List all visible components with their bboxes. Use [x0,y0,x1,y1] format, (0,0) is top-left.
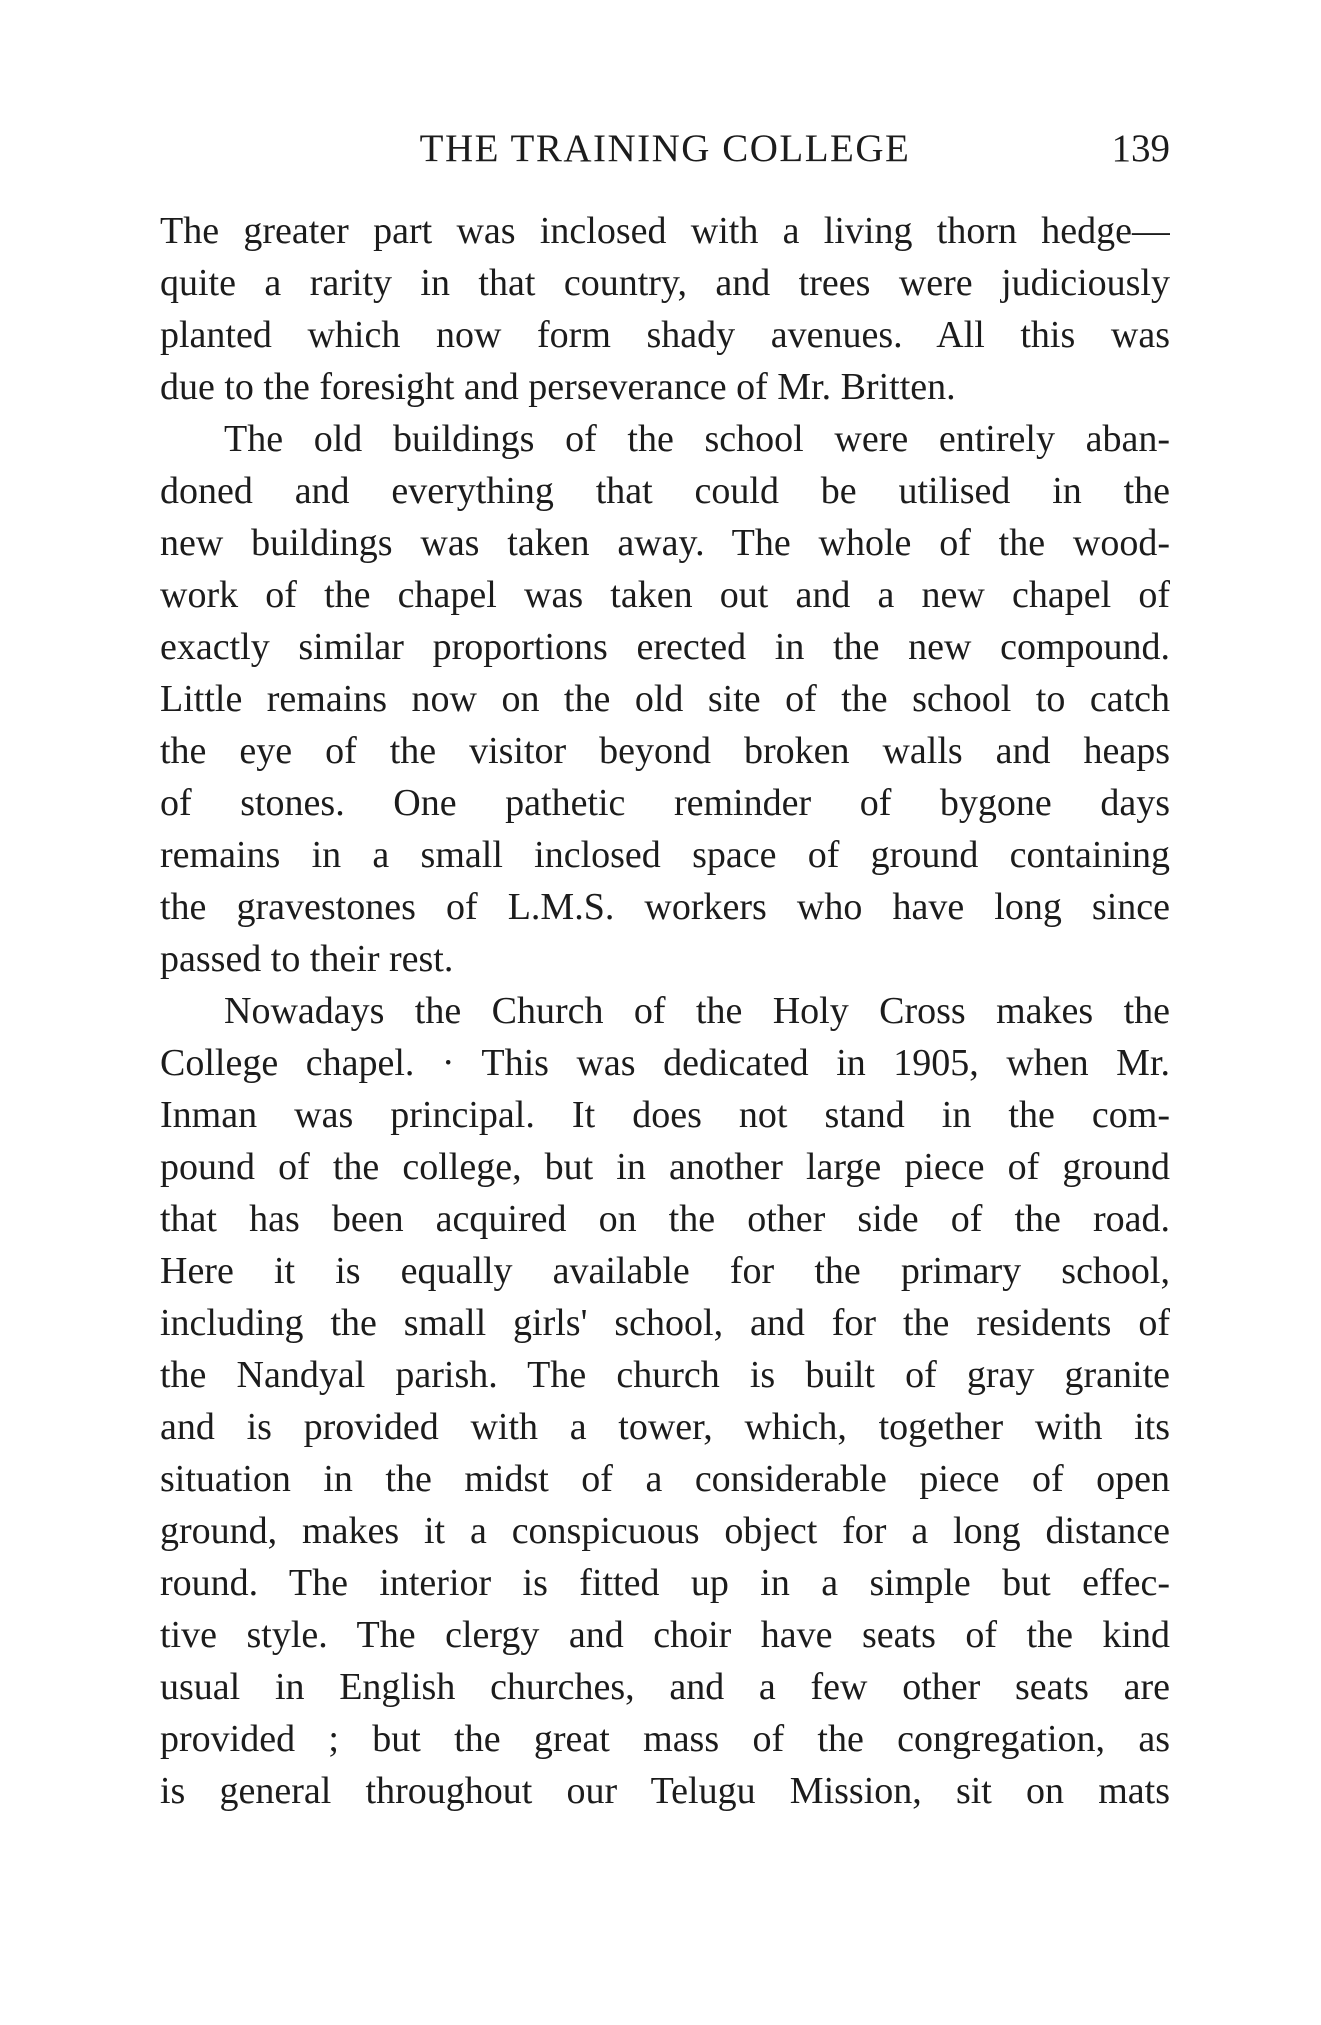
text-line: provided ; but the great mass of the congregation, as [160,1718,1170,1760]
text-line: The greater part was inclosed with a living thorn hedge— [160,210,1170,252]
text-line: tive style. The clergy and choir have seats of the kind [160,1614,1170,1656]
text-line: remains in a small inclosed space of ground containing [160,834,1170,876]
text-line: round. The interior is fitted up in a simple but effec- [160,1562,1170,1604]
text-line: Little remains now on the old site of the school to catch [160,678,1170,720]
text-line: is general throughout our Telugu Mission, sit on mats [160,1770,1170,1812]
text-line: the gravestones of L.M.S. workers who have long since [160,886,1170,928]
text-line: Nowadays the Church of the Holy Cross makes the [224,990,1170,1032]
text-line: The old buildings of the school were entirely aban- [224,418,1170,460]
text-line: Inman was principal. It does not stand in the com- [160,1094,1170,1136]
text-line: work of the chapel was taken out and a new chapel of [160,574,1170,616]
text-line: quite a rarity in that country, and trees were judiciously [160,262,1170,304]
running-head [160,126,1170,186]
text-line: College chapel. · This was dedicated in 1905, when Mr. [160,1042,1170,1084]
text-line: of stones. One pathetic reminder of bygone days [160,782,1170,824]
text-line: the eye of the visitor beyond broken walls and heaps [160,730,1170,772]
text-line: pound of the college, but in another large piece of ground [160,1146,1170,1188]
text-line: Here it is equally available for the primary school, [160,1250,1170,1292]
text-line: passed to their rest. [160,938,454,980]
text-line: exactly similar proportions erected in the new compound. [160,626,1170,668]
text-line: planted which now form shady avenues. All this was [160,314,1170,356]
text-line: usual in English churches, and a few other seats are [160,1666,1170,1708]
text-line: the Nandyal parish. The church is built of gray granite [160,1354,1170,1396]
text-line: situation in the midst of a considerable piece of open [160,1458,1170,1500]
text-line: new buildings was taken away. The whole of the wood- [160,522,1170,564]
text-line: doned and everything that could be utilised in the [160,470,1170,512]
running-title: THE TRAINING COLLEGE [419,127,911,170]
text-line: due to the foresight and perseverance of Mr. Britten. [160,366,956,408]
text-line: that has been acquired on the other side of the road. [160,1198,1170,1240]
text-line: ground, makes it a conspicuous object for a long distance [160,1510,1170,1552]
page-number: 139 [1111,127,1170,170]
text-line: including the small girls' school, and for the residents of [160,1302,1170,1344]
text-line: and is provided with a tower, which, together with its [160,1406,1170,1448]
body-text [160,205,1170,1817]
